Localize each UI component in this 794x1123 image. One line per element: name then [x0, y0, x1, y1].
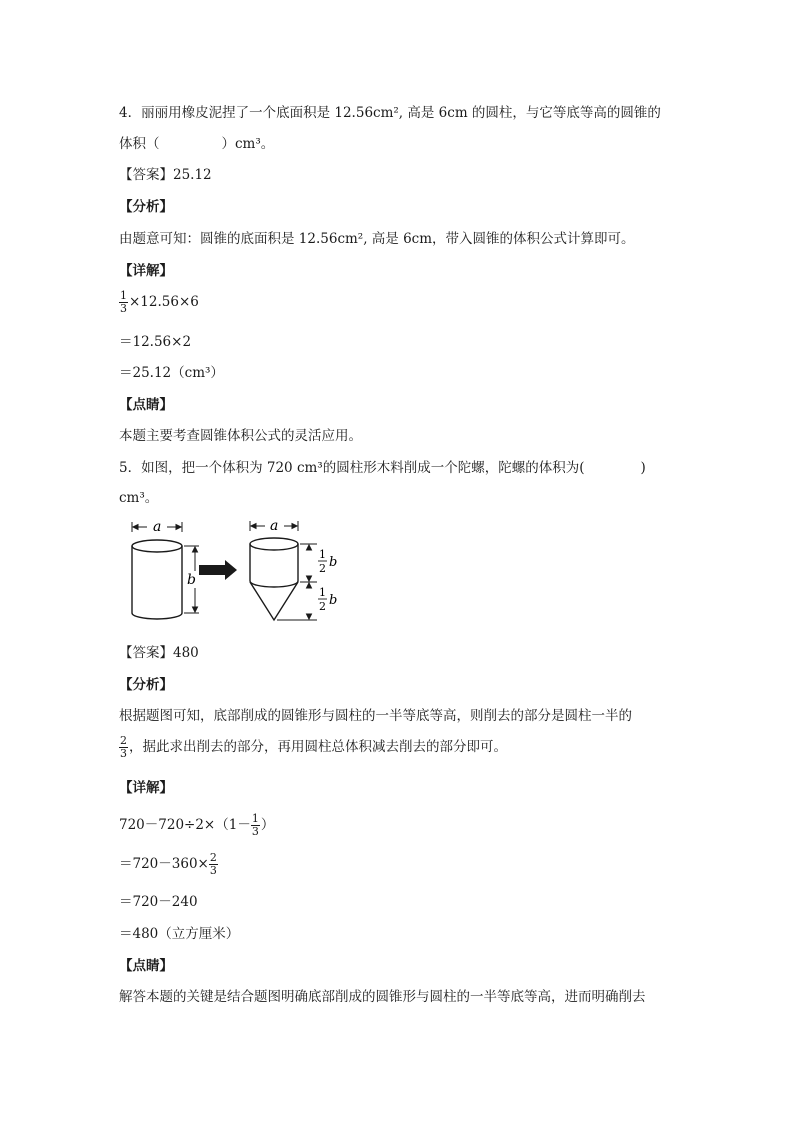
q5-calc-step4: ＝480（立方厘米）: [119, 926, 240, 942]
top-label-a: a: [270, 518, 279, 534]
q5-calc-step1: 720－720÷2×（1－ $\frac{1}{3}$ ）: [119, 812, 275, 838]
spinning-top-diagram: [250, 538, 298, 620]
q4-comment-text: 本题主要考查圆锥体积公式的灵活应用。: [119, 428, 362, 444]
q4-answer: 【答案】25.12: [119, 167, 212, 183]
q4-stem-line2-end: ）cm³。: [221, 136, 275, 152]
q5-analysis-line1: 根据题图可知，底部削成的圆锥形与圆柱的一半等底等高，则削去的部分是圆柱一半的: [119, 708, 632, 724]
cylinder-label-b: b: [187, 572, 196, 588]
q5-calc-fraction-one-third: $\frac{1}{3}$: [251, 812, 259, 838]
q5-stem-line2: cm³。: [119, 490, 159, 506]
upper-half-b-label: [318, 548, 337, 575]
q5-analysis-heading: 【分析】: [119, 677, 173, 693]
cylinder-diagram: [132, 540, 182, 619]
q4-calc-step3: ＝25.12（cm³）: [119, 365, 224, 381]
q4-stem-line2-start: 体积（: [119, 136, 160, 152]
q5-fraction-two-thirds: $\frac{2}{3}$: [120, 734, 127, 760]
q4-fraction-one-third: $\frac{1}{3}$: [120, 289, 127, 315]
svg-text:1: 1: [319, 586, 326, 599]
q4-analysis-text: 由题意可知：圆锥的底面积是 12.56cm², 高是 6cm，带入圆锥的体积公式计算即可。: [119, 231, 635, 247]
q4-detail-heading: 【详解】: [119, 263, 173, 279]
q5-comment-text: 解答本题的关键是结合题图明确底部削成的圆锥形与圆柱的一半等底等高，进而明确削去: [119, 989, 646, 1005]
q5-comment-heading: 【点睛】: [119, 958, 173, 974]
svg-text:2: 2: [319, 562, 326, 575]
q4-calc-step1: $\frac{1}{3}$ ×12.56×6: [120, 289, 199, 315]
svg-text:b: b: [329, 593, 338, 608]
q4-analysis-heading: 【分析】: [119, 199, 173, 215]
q5-detail-heading: 【详解】: [119, 780, 173, 796]
q5-figure: [119, 516, 349, 626]
q5-calc-step2: ＝720－360× $\frac{2}{3}$: [119, 851, 217, 877]
q5-calc-fraction-two-thirds: $\frac{2}{3}$: [209, 851, 217, 877]
q5-stem-line1: 5．如图，把一个体积为 720 cm³的圆柱形木料削成一个陀螺，陀螺的体积为( ): [119, 460, 646, 476]
cylinder-label-a: a: [153, 519, 162, 535]
q5-answer: 【答案】480: [119, 645, 199, 661]
svg-text:1: 1: [319, 548, 326, 561]
q5-analysis-line2: $\frac{2}{3}$ ，据此求出削去的部分，再用圆柱总体积减去削去的部分即可。: [120, 734, 507, 760]
q4-comment-heading: 【点睛】: [119, 397, 173, 413]
lower-half-b-label: [318, 586, 337, 613]
svg-text:2: 2: [319, 600, 326, 613]
q5-calc-step3: ＝720－240: [119, 894, 198, 910]
q4-stem-line1: 4．丽丽用橡皮泥捏了一个底面积是 12.56cm², 高是 6cm 的圆柱，与它等底等高的圆锥的: [119, 105, 661, 121]
svg-text:b: b: [329, 555, 338, 570]
q4-stem-line2: [119, 135, 274, 153]
transform-arrow-icon: [199, 560, 237, 580]
q4-calc-step2: ＝12.56×2: [119, 334, 192, 350]
